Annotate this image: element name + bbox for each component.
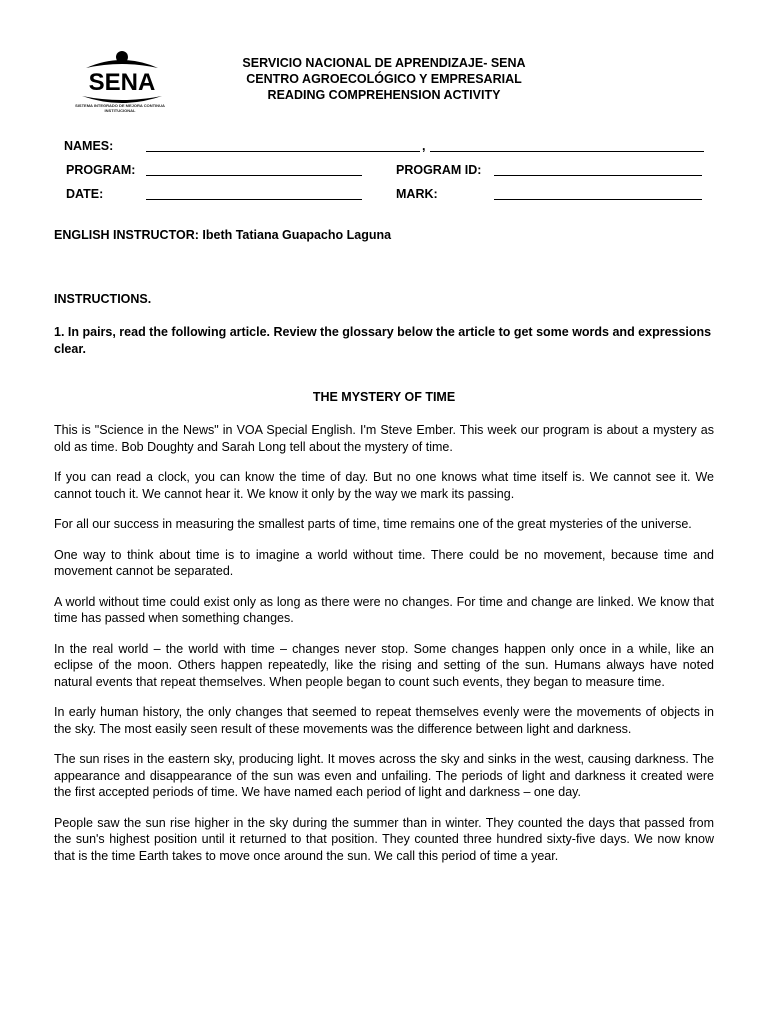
document-header	[180, 55, 588, 103]
header-line-2: CENTRO AGROECOLÓGICO Y EMPRESARIAL	[246, 72, 522, 86]
program-id-field[interactable]	[494, 175, 702, 176]
logo-caption: SISTEMA INTEGRADO DE MEJORA CONTINUA INSTITUCIONAL	[75, 103, 165, 113]
article-body	[54, 422, 714, 878]
logo-brand-text: SENA	[88, 69, 156, 96]
date-field[interactable]	[146, 199, 362, 200]
program-id-label: PROGRAM ID:	[396, 163, 482, 177]
instructions-title: INSTRUCTIONS.	[54, 292, 152, 306]
article-title: THE MYSTERY OF TIME	[312, 390, 456, 404]
article-paragraph-7: In early human history, the only changes that seemed to repeat themselves evenly were the movements of objects in the sky. The most easily seen result of these movements was the difference between light and darkness.	[54, 705, 714, 736]
program-field[interactable]	[146, 175, 362, 176]
names-comma: ,	[422, 139, 426, 153]
article-paragraph-1: This is "Science in the News" in VOA Special English. I'm Steve Ember. This week our program is about a mystery as old as time. Bob Doughty and Sarah Long tell about the mystery of time.	[54, 423, 714, 454]
article-paragraph-4: One way to think about time is to imagine a world without time. There could be no movement, because time and movement cannot be separated.	[54, 547, 714, 578]
article-paragraph-5: A world without time could exist only as long as there were no changes. For time and change are linked. We know that time has passed when something changes.	[54, 594, 714, 625]
names-field-2[interactable]	[430, 151, 704, 152]
instruction-item-1: 1. In pairs, read the following article. Review the glossary below the article to get some words and expressions clear.	[54, 325, 712, 356]
names-label: NAMES:	[64, 139, 114, 153]
article-paragraph-9: People saw the sun rise higher in the sky during the summer than in winter. They counted the days that passed from the sun's highest position until it returned to that position. They counted three hundred sixty-five days. We now know that is the time Earth takes to move once around the sun. We call this period of time a year.	[54, 815, 714, 863]
article-paragraph-8: The sun rises in the eastern sky, producing light. It moves across the sky and sinks in the west, causing darkness. The appearance and disappearance of the sun was even and unfailing. The periods of light and darkness it created were the first accepted periods of time. We have named each period of light and darkness – one day.	[54, 752, 714, 799]
instructor-line: ENGLISH INSTRUCTOR: Ibeth Tatiana Guapacho Laguna	[54, 228, 392, 242]
date-label: DATE:	[66, 187, 104, 201]
program-label: PROGRAM:	[66, 163, 136, 177]
mark-field[interactable]	[494, 199, 702, 200]
header-line-1: SERVICIO NACIONAL DE APRENDIZAJE- SENA	[242, 56, 526, 70]
mark-label: MARK:	[396, 187, 438, 201]
header-line-3: READING COMPREHENSION ACTIVITY	[267, 88, 501, 102]
article-paragraph-2: If you can read a clock, you can know the time of day. But no one knows what time itself is. We cannot see it. We cannot touch it. We cannot hear it. We know it only by the way we mark its passing.	[54, 470, 714, 501]
article-paragraph-3: For all our success in measuring the smallest parts of time, time remains one of the great mysteries of the universe.	[54, 517, 692, 531]
names-field-1[interactable]	[146, 151, 420, 152]
article-paragraph-6: In the real world – the world with time – changes never stop. Some changes happen only once in a while, like an eclipse of the moon. Others happen repeatedly, like the rising and setting of the sun. Humans always have noted natural events that repeat themselves. When people began to count such events, they began to measure time.	[54, 641, 714, 689]
